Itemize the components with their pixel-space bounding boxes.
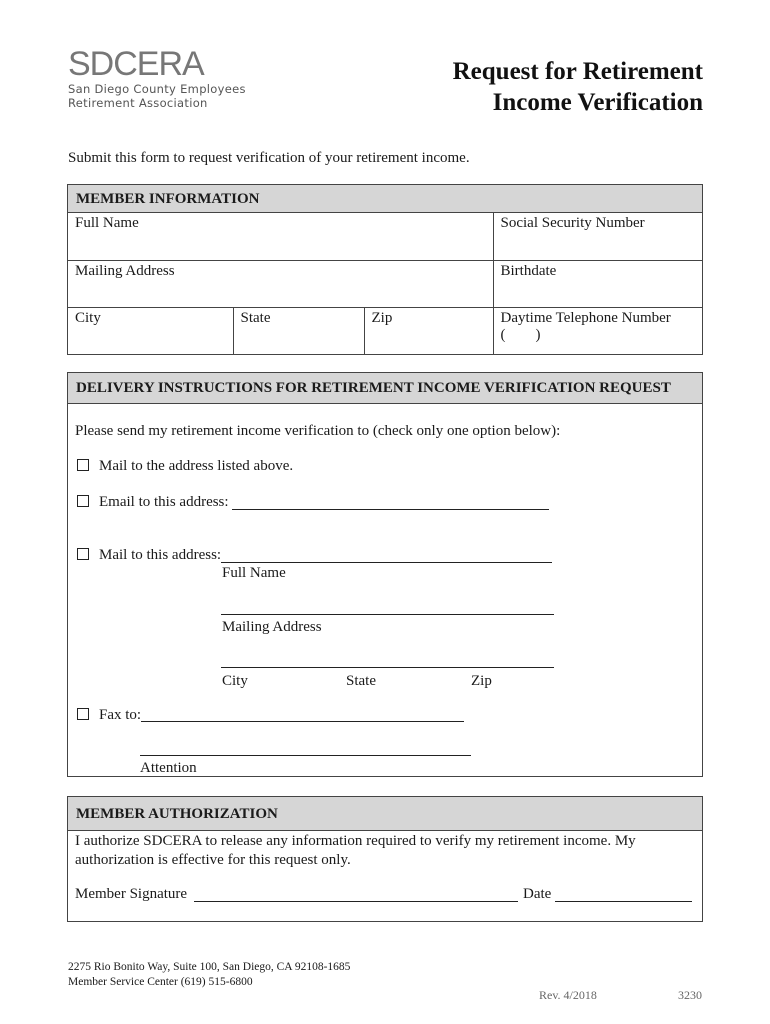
option-email[interactable] bbox=[77, 494, 229, 511]
logo-line-2: Retirement Association bbox=[68, 96, 208, 110]
birthdate-field[interactable] bbox=[493, 260, 702, 307]
email-label: Email to this address: bbox=[99, 494, 229, 510]
delivery-instruction-text: Please send my retirement income verification to (check only one option below): bbox=[75, 423, 561, 439]
mail-state-caption: State bbox=[346, 673, 376, 689]
mail-listed-checkbox[interactable] bbox=[77, 459, 89, 471]
footer-address: 2275 Rio Bonito Way, Suite 100, San Diego, CA 92108-1685 bbox=[68, 961, 351, 973]
mail-full-name-caption: Full Name bbox=[222, 565, 286, 581]
member-signature-label: Member Signature bbox=[75, 886, 188, 902]
authorization-text: I authorize SDCERA to release any information required to verify my retirement income. My authorization is effective for this request only. bbox=[75, 833, 636, 868]
ssn-label: Social Security Number bbox=[500, 215, 645, 231]
mail-zip-caption: Zip bbox=[471, 673, 492, 689]
title-line-1: Request for Retirement bbox=[452, 58, 703, 85]
option-mail-listed[interactable] bbox=[77, 458, 293, 475]
fax-attention-caption: Attention bbox=[140, 760, 197, 776]
sdcera-logo bbox=[68, 46, 268, 110]
state-field[interactable] bbox=[233, 307, 364, 354]
birthdate-label: Birthdate bbox=[500, 262, 557, 279]
fax-attention-line[interactable] bbox=[140, 755, 471, 756]
fax-checkbox[interactable] bbox=[77, 708, 89, 720]
city-field[interactable] bbox=[68, 307, 233, 354]
option-fax[interactable] bbox=[77, 707, 141, 724]
member-information-grid bbox=[68, 213, 702, 354]
delivery-instructions-heading: DELIVERY INSTRUCTIONS FOR RETIREMENT INCOME VERIFICATION REQUEST bbox=[68, 373, 702, 404]
email-address-line[interactable] bbox=[232, 509, 549, 510]
document-title bbox=[453, 56, 703, 118]
fax-label: Fax to: bbox=[99, 707, 142, 723]
mailing-address-field[interactable] bbox=[68, 260, 493, 307]
full-name-label: Full Name bbox=[75, 215, 139, 231]
mail-this-label: Mail to this address: bbox=[99, 547, 222, 563]
ssn-field[interactable] bbox=[493, 213, 702, 260]
revision-date: Rev. 4/2018 bbox=[539, 988, 597, 1002]
date-label: Date bbox=[523, 886, 552, 902]
member-authorization-heading: MEMBER AUTHORIZATION bbox=[68, 797, 702, 831]
mail-listed-label: Mail to the address listed above. bbox=[99, 458, 294, 474]
full-name-field[interactable] bbox=[68, 213, 493, 260]
footer-address-block bbox=[68, 960, 350, 990]
footer-service-center: Member Service Center (619) 515-6800 bbox=[68, 976, 253, 988]
zip-field[interactable] bbox=[364, 307, 493, 354]
zip-label: Zip bbox=[371, 309, 393, 326]
email-checkbox[interactable] bbox=[77, 495, 89, 507]
phone-field[interactable] bbox=[493, 307, 702, 354]
mail-address-line[interactable] bbox=[221, 614, 554, 615]
phone-area-code: ( ) bbox=[500, 326, 541, 343]
mail-city-state-zip-line[interactable] bbox=[221, 667, 554, 668]
city-label: City bbox=[75, 309, 101, 326]
logo-mark: SDCERA bbox=[68, 45, 204, 83]
member-signature-line[interactable] bbox=[194, 901, 518, 902]
option-mail-this[interactable] bbox=[77, 547, 221, 564]
title-line-2: Income Verification bbox=[492, 89, 703, 116]
state-label: State bbox=[240, 309, 271, 326]
mailing-address-label: Mailing Address bbox=[75, 262, 175, 279]
date-line[interactable] bbox=[555, 901, 692, 902]
member-information-heading: MEMBER INFORMATION bbox=[68, 185, 702, 213]
mail-full-name-line[interactable] bbox=[221, 562, 552, 563]
mail-address-caption: Mailing Address bbox=[222, 619, 322, 635]
intro-text: Submit this form to request verification of your retirement income. bbox=[68, 150, 470, 166]
logo-line-1: San Diego County Employees bbox=[68, 82, 246, 96]
mail-this-checkbox[interactable] bbox=[77, 548, 89, 560]
phone-label: Daytime Telephone Number bbox=[500, 309, 671, 326]
member-information-section bbox=[67, 184, 703, 355]
mail-city-caption: City bbox=[222, 673, 248, 689]
form-number: 3230 bbox=[678, 988, 702, 1002]
fax-number-line[interactable] bbox=[141, 721, 464, 722]
